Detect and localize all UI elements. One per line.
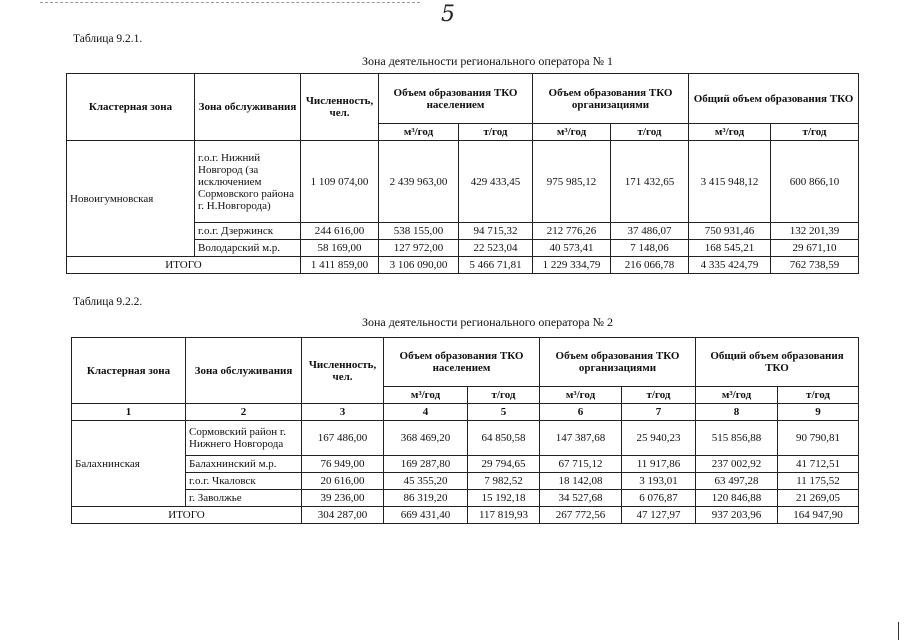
t2-header-cluster: Кластерная зона [72, 338, 186, 404]
t2-total-pm3: 669 431,40 [384, 507, 468, 524]
t2-pm3: 86 319,20 [384, 490, 468, 507]
t2-tt: 41 712,51 [778, 456, 859, 473]
t2-unit-m3: м³/год [384, 387, 468, 404]
t2-unit-t: т/год [468, 387, 540, 404]
t2-service: г.о.г. Чкаловск [186, 473, 302, 490]
t2-colnum: 4 [384, 404, 468, 421]
t1-ot: 37 486,07 [611, 223, 689, 240]
t2-header-population: Численность, чел. [302, 338, 384, 404]
t1-tt: 29 671,10 [771, 240, 859, 257]
t2-tm3: 237 002,92 [696, 456, 778, 473]
t2-om3: 34 527,68 [540, 490, 622, 507]
t2-tm3: 515 856,88 [696, 421, 778, 456]
t1-total-ot: 216 066,78 [611, 257, 689, 274]
t1-ot: 7 148,06 [611, 240, 689, 257]
t2-ot: 3 193,01 [622, 473, 696, 490]
t1-header-cluster: Кластерная зона [67, 74, 195, 141]
table-row [72, 421, 859, 456]
t1-unit-t: т/год [771, 124, 859, 141]
t1-pm3: 538 155,00 [379, 223, 459, 240]
t2-header-org-tko: Объем образования ТКО организациями [540, 338, 696, 387]
t2-total-ot: 47 127,97 [622, 507, 696, 524]
t1-header-population: Численность, чел. [301, 74, 379, 141]
t2-total-om3: 267 772,56 [540, 507, 622, 524]
t2-colnum: 3 [302, 404, 384, 421]
t1-om3: 40 573,41 [533, 240, 611, 257]
t2-pm3: 169 287,80 [384, 456, 468, 473]
t2-om3: 147 387,68 [540, 421, 622, 456]
t1-pt: 22 523,04 [459, 240, 533, 257]
t1-pop: 1 109 074,00 [301, 141, 379, 223]
t2-tm3: 63 497,28 [696, 473, 778, 490]
table-total-row [72, 507, 859, 524]
table-total-row [67, 257, 859, 274]
t2-colnum: 9 [778, 404, 859, 421]
t1-om3: 975 985,12 [533, 141, 611, 223]
table-row [72, 456, 859, 473]
t2-ot: 6 076,87 [622, 490, 696, 507]
page-edge-mark [898, 622, 905, 640]
t2-header-service: Зона обслуживания [186, 338, 302, 404]
t1-total-tm3: 4 335 424,79 [689, 257, 771, 274]
t2-pt: 64 850,58 [468, 421, 540, 456]
t1-pm3: 2 439 963,00 [379, 141, 459, 223]
table2 [71, 337, 859, 524]
t2-service: г. Заволжье [186, 490, 302, 507]
t2-unit-t: т/год [622, 387, 696, 404]
t1-unit-m3: м³/год [533, 124, 611, 141]
t2-pop: 39 236,00 [302, 490, 384, 507]
table-row [72, 473, 859, 490]
t2-colnum: 8 [696, 404, 778, 421]
t1-total-tt: 762 738,59 [771, 257, 859, 274]
t1-tm3: 750 931,46 [689, 223, 771, 240]
t2-pt: 7 982,52 [468, 473, 540, 490]
column-number-row [72, 404, 859, 421]
t1-tm3: 3 415 948,12 [689, 141, 771, 223]
t1-unit-t: т/год [459, 124, 533, 141]
t1-header-total-tko: Общий объем образования ТКО [689, 74, 859, 124]
t2-colnum: 5 [468, 404, 540, 421]
t1-unit-m3: м³/год [379, 124, 459, 141]
t2-service: Сормовский район г. Нижнего Новгорода [186, 421, 302, 456]
t1-header-service: Зона обслуживания [195, 74, 301, 141]
t2-total-pt: 117 819,93 [468, 507, 540, 524]
t1-service: г.о.г. Нижний Новгород (за исключением Сормовского района г. Н.Новгорода) [195, 141, 301, 223]
t2-pt: 15 192,18 [468, 490, 540, 507]
t2-tm3: 120 846,88 [696, 490, 778, 507]
t2-tt: 90 790,81 [778, 421, 859, 456]
t1-om3: 212 776,26 [533, 223, 611, 240]
page-number: 5 [441, 2, 455, 27]
t1-service: г.о.г. Дзержинск [195, 223, 301, 240]
t2-total-label: ИТОГО [72, 507, 302, 524]
t1-pt: 429 433,45 [459, 141, 533, 223]
table1-label: Таблица 9.2.1. [73, 33, 143, 45]
t2-total-pop: 304 287,00 [302, 507, 384, 524]
t1-total-pm3: 3 106 090,00 [379, 257, 459, 274]
t1-pop: 244 616,00 [301, 223, 379, 240]
t1-total-pt: 5 466 71,81 [459, 257, 533, 274]
table2-label: Таблица 9.2.2. [73, 296, 143, 308]
t1-pm3: 127 972,00 [379, 240, 459, 257]
t2-pm3: 45 355,20 [384, 473, 468, 490]
t2-unit-m3: м³/год [540, 387, 622, 404]
t2-colnum: 2 [186, 404, 302, 421]
t2-pop: 76 949,00 [302, 456, 384, 473]
t2-om3: 67 715,12 [540, 456, 622, 473]
t1-header-org-tko: Объем образования ТКО организациями [533, 74, 689, 124]
table1 [66, 73, 859, 274]
t2-ot: 11 917,86 [622, 456, 696, 473]
table-row [72, 490, 859, 507]
t1-tm3: 168 545,21 [689, 240, 771, 257]
t2-tt: 11 175,52 [778, 473, 859, 490]
t1-unit-m3: м³/год [689, 124, 771, 141]
t1-cluster-name: Новоигумновская [67, 141, 195, 257]
t1-total-om3: 1 229 334,79 [533, 257, 611, 274]
t2-total-tm3: 937 203,96 [696, 507, 778, 524]
t2-pop: 20 616,00 [302, 473, 384, 490]
t1-header-pop-tko: Объем образования ТКО населением [379, 74, 533, 124]
t2-colnum: 6 [540, 404, 622, 421]
t2-om3: 18 142,08 [540, 473, 622, 490]
t2-unit-t: т/год [778, 387, 859, 404]
t1-tt: 132 201,39 [771, 223, 859, 240]
t2-cluster-name: Балахнинская [72, 421, 186, 507]
top-dashed-line [40, 2, 420, 3]
t2-colnum: 1 [72, 404, 186, 421]
t1-unit-t: т/год [611, 124, 689, 141]
t1-total-pop: 1 411 859,00 [301, 257, 379, 274]
t2-pop: 167 486,00 [302, 421, 384, 456]
t1-pt: 94 715,32 [459, 223, 533, 240]
t2-colnum: 7 [622, 404, 696, 421]
t2-header-pop-tko: Объем образования ТКО населением [384, 338, 540, 387]
t2-tt: 21 269,05 [778, 490, 859, 507]
table2-caption: Зона деятельности регионального оператора № 2 [361, 315, 614, 329]
table-row [67, 141, 859, 223]
t2-pt: 29 794,65 [468, 456, 540, 473]
t1-pop: 58 169,00 [301, 240, 379, 257]
t2-total-tt: 164 947,90 [778, 507, 859, 524]
t2-ot: 25 940,23 [622, 421, 696, 456]
t1-service: Володарский м.р. [195, 240, 301, 257]
table1-caption: Зона деятельности регионального оператора № 1 [361, 54, 614, 68]
t2-service: Балахнинский м.р. [186, 456, 302, 473]
t1-tt: 600 866,10 [771, 141, 859, 223]
t2-unit-m3: м³/год [696, 387, 778, 404]
t1-ot: 171 432,65 [611, 141, 689, 223]
t2-header-total-tko: Общий объем образования ТКО [696, 338, 859, 387]
t2-pm3: 368 469,20 [384, 421, 468, 456]
t1-total-label: ИТОГО [67, 257, 301, 274]
